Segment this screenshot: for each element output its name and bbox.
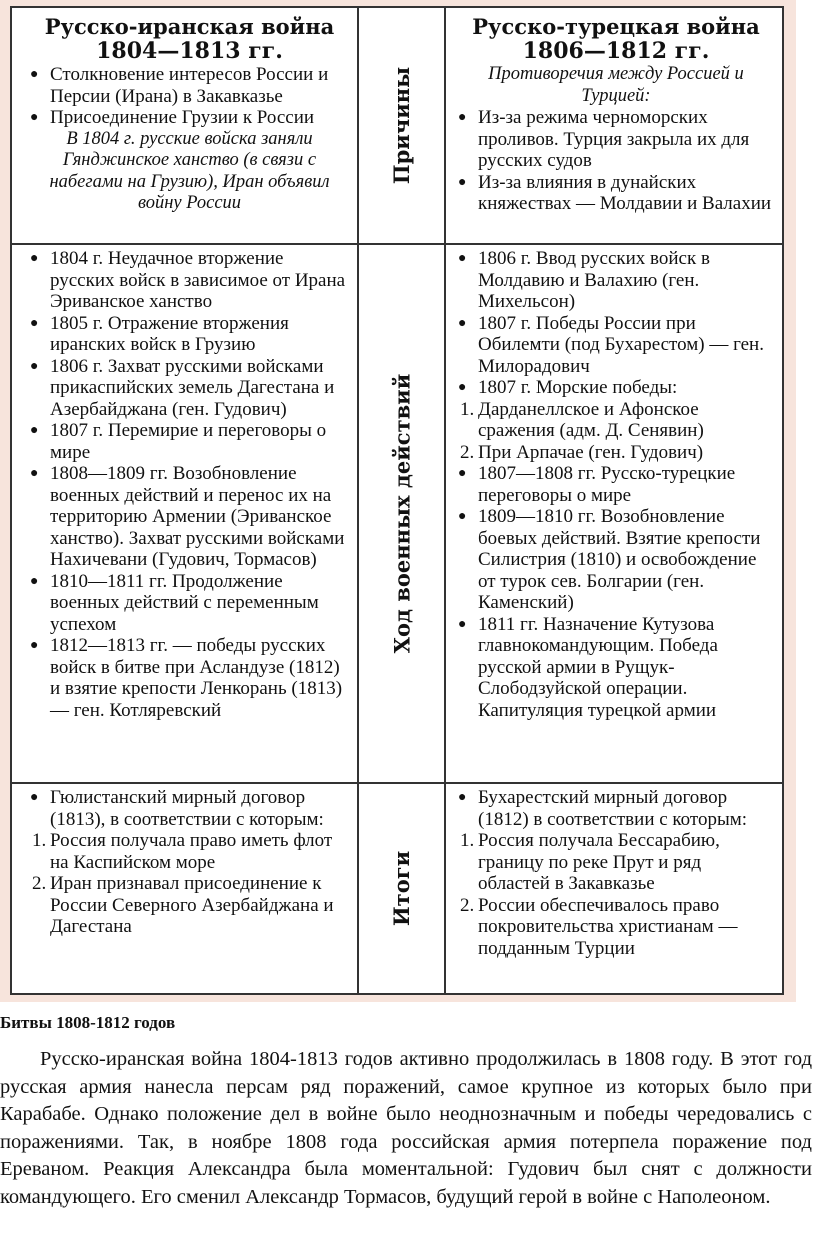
list-item: ● Гюлистанский мирный договор (1813), в соответствии с которым: [30,787,349,830]
left-results-cell [11,783,358,994]
left-causes-note: В 1804 г. русские войска заняли Гянджинское ханство (в связи с набегами на Грузию), Иран объявил войну России [49,128,330,213]
numbered-item [458,830,774,895]
row-label-results: Итоги [389,850,414,927]
numbered-item [30,873,349,938]
wars-comparison-table [10,6,784,995]
numbered-item-text: Россия получала Бессарабию, границу по реке Прут и ряд областей в Закавказье [478,830,720,894]
left-course-cell [11,244,358,783]
numbered-item [458,399,774,442]
section-heading: Битвы 1808-1812 годов [0,1013,176,1032]
item-number: 1. [460,830,475,851]
list-item: ● 1807 г. Победы России при Обилемти (под Бухарестом) — ген. Милорадович [458,313,774,378]
item-number: 2. [460,894,475,916]
left-war-title: Русско-иранская война [44,14,335,39]
list-item: ● Из-за влияния в дунайских княжествах — Молдавии и Валахии [458,172,774,215]
list-item: ● 1812—1813 гг. — победы русских войск в битве при Асландузе (1812) и взятие крепости Ленкорань (1813) — ген. Котляревский [30,635,349,721]
right-causes-intro: Противоречия между Россией и Турцией: [488,64,744,106]
results-label-cell [358,783,445,994]
list-item: ● 1810—1811 гг. Продолжение военных действий с переменным успехом [30,571,349,636]
numbered-item-text: России обеспечивалось право покровительства христианам — подданным Турции [478,894,738,959]
results-row [11,783,783,994]
right-war-years: 1806—1812 гг. [522,38,710,64]
causes-label-cell [358,7,445,244]
list-item: ● 1804 г. Неудачное вторжение русских войск в зависимое от Ирана Эриванское ханство [30,248,349,313]
causes-row [11,7,783,244]
list-item: ● Из-за режима черноморских проливов. Турция закрыла их для русских судов [458,107,774,172]
numbered-item-text: При Арпачае (ген. Гудович) [478,441,704,463]
list-item: ● 1806 г. Захват русскими войсками прикаспийских земель Дагестана и Азербайджана (ген. Гудович) [30,356,349,421]
list-item: ● 1807—1808 гг. Русско-турецкие переговоры о мире [458,463,774,506]
item-number: 2. [460,441,475,463]
course-row [11,244,783,783]
list-item: ● 1811 гг. Назначение Кутузова главнокомандующим. Победа русской армии в Рущук-Слободзуйской операции. Капитуляция турецкой армии [458,614,774,722]
right-results-cell [445,783,783,994]
list-item: ● 1808—1809 гг. Возобновление военных действий и перенос их на территорию Армении (Эриванское ханство). Захват русскими войсками Нахичевани (Гудович, Тормасов) [30,463,349,571]
numbered-item-text: Иран признавал присоединение к России Северного Азербайджана и Дагестана [50,873,334,937]
list-item: ● 1807 г. Перемирие и переговоры о мире [30,420,349,463]
numbered-item [30,830,349,873]
right-course-cell [445,244,783,783]
left-war-years: 1804—1813 гг. [96,38,283,64]
numbered-item-text: Россия получала право иметь флот на Каспийском море [50,830,333,873]
item-number: 1. [460,398,475,420]
right-causes-cell [445,7,783,244]
list-item: ● 1807 г. Морские победы: [458,377,774,399]
list-item: ● Столкновение интересов России и Персии (Ирана) в Закавказье [30,64,349,107]
list-item: ● 1806 г. Ввод русских войск в Молдавию и Валахию (ген. Михельсон) [458,248,774,313]
course-label-cell [358,244,445,783]
numbered-item-text: Дарданеллское и Афонское сражения (адм. Д. Сенявин) [478,398,704,441]
list-item: ● Присоединение Грузии к России [30,107,349,129]
left-causes-cell [11,7,358,244]
row-label-causes: Причины [389,66,414,185]
item-number: 2. [32,873,47,894]
list-item: ● Бухарестский мирный договор (1812) в соответствии с которым: [458,787,774,830]
numbered-item [458,895,774,960]
item-number: 1. [32,830,47,851]
right-war-title: Русско-турецкая война [472,14,760,39]
list-item: ● 1809—1810 гг. Возобновление боевых действий. Взятие крепости Силистрия (1810) и освобождение от турок сев. Болгарии (ген. Каменский) [458,506,774,614]
numbered-item [458,442,774,464]
list-item: ● 1805 г. Отражение вторжения иранских войск в Грузию [30,313,349,356]
row-label-course: Ход военных действий [389,373,415,654]
body-paragraph: Русско-иранская война 1804-1813 годов активно продолжилась в 1808 году. В этот год русская армия нанесла персам ряд поражений, самое крупное из которых было при Карабабе. Однако положение дел в войне было неоднозначным и победы чередовались с поражениями. Так, в ноябре 1808 года российская армия потерпела поражение под Ереваном. Реакция Александра была моментальной: Гудович был снят с должности командующего. Его сменил Александр Тормасов, будущий герой в войне с Наполеоном. [0,1048,812,1208]
